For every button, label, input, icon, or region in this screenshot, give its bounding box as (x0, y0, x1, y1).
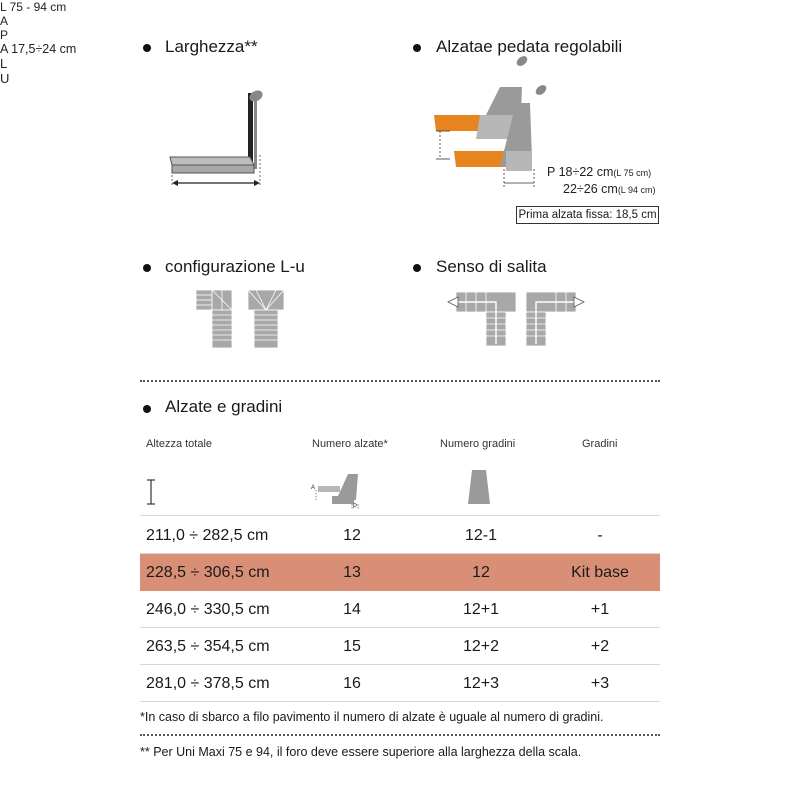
section-title-alzata: Alzatae pedata regolabili (436, 37, 623, 56)
cell-extra: - (597, 527, 603, 544)
riser-spec: A 17,5÷24 cm (0, 42, 77, 56)
config-u-label: U (0, 71, 10, 86)
section-title-configurazione: configurazione L-u (165, 257, 305, 276)
cell-gradini: 12+1 (462, 601, 500, 618)
table-icon-row-separator (140, 478, 660, 516)
tread-spec-1 (547, 163, 651, 181)
cell-gradini: 12+2 (462, 638, 500, 655)
tread-p-marker: P (0, 28, 9, 42)
config-l-label: L (0, 56, 8, 71)
bullet-senso (413, 264, 421, 272)
cell-alzate: 14 (343, 601, 361, 618)
climb-direction-diagram (446, 288, 586, 350)
footnote-risers: *In caso di sbarco a filo pavimento il numero di alzate è uguale al numero di gradini. (140, 710, 604, 724)
bullet-larghezza (143, 44, 151, 52)
section-divider (140, 380, 660, 382)
bullet-configurazione (143, 264, 151, 272)
footnote-divider (140, 734, 660, 736)
cell-extra: Kit base (571, 564, 629, 581)
tread-spec-2 (563, 180, 656, 198)
tread-spec-2-text: 22÷26 cm (563, 182, 618, 196)
col-header-alzate: Numero alzate* (312, 438, 388, 450)
section-title-alzate-gradini: Alzate e gradini (165, 397, 283, 416)
width-diagram (160, 85, 280, 190)
riser-icon-a: A (311, 485, 316, 491)
cell-gradini: 12+3 (462, 675, 500, 692)
cell-altezza: 211,0 ÷ 282,5 cm (146, 527, 269, 544)
cell-alzate: 16 (343, 675, 361, 692)
bullet-alzata (413, 44, 421, 52)
table-row (140, 591, 660, 628)
section-title-larghezza: Larghezza** (165, 37, 258, 56)
col-header-extra: Gradini (582, 438, 618, 450)
table-row (140, 628, 660, 665)
cell-extra: +2 (590, 638, 610, 655)
table-row (140, 665, 660, 702)
width-dimension-label: L 75 - 94 cm (0, 0, 67, 14)
cell-alzate: 15 (343, 638, 361, 655)
col-header-gradini: Numero gradini (440, 438, 516, 450)
cell-alzate: 12 (343, 527, 361, 544)
cell-altezza: 281,0 ÷ 378,5 cm (146, 675, 270, 692)
tread-spec-2-note: (L 94 cm) (617, 185, 656, 195)
cell-gradini: 12-1 (464, 527, 498, 544)
riser-icon-p: P (353, 504, 358, 510)
configuration-diagram (196, 290, 296, 350)
table-row (140, 517, 660, 554)
cell-altezza: 228,5 ÷ 306,5 cm (146, 564, 270, 581)
bullet-alzate-gradini (143, 405, 151, 413)
cell-extra: +1 (590, 601, 610, 618)
col-header-altezza: Altezza totale (146, 438, 213, 450)
cell-gradini: 12 (472, 564, 490, 581)
cell-altezza: 246,0 ÷ 330,5 cm (146, 601, 270, 618)
cell-extra: +3 (590, 675, 610, 692)
fixed-first-riser-box: Prima alzata fissa: 18,5 cm (516, 206, 659, 224)
cell-alzate: 13 (343, 564, 361, 581)
tread-spec-1-text: P 18÷22 cm (547, 165, 614, 179)
tread-spec-1-note: (L 75 cm) (613, 168, 652, 178)
riser-a-marker: A (0, 14, 9, 28)
cell-altezza: 263,5 ÷ 354,5 cm (146, 638, 270, 655)
table-row-highlighted (140, 554, 660, 591)
section-title-senso: Senso di salita (436, 257, 547, 276)
footnote-opening: ** Per Uni Maxi 75 e 94, il foro deve essere superiore alla larghezza della scala. (140, 745, 582, 759)
